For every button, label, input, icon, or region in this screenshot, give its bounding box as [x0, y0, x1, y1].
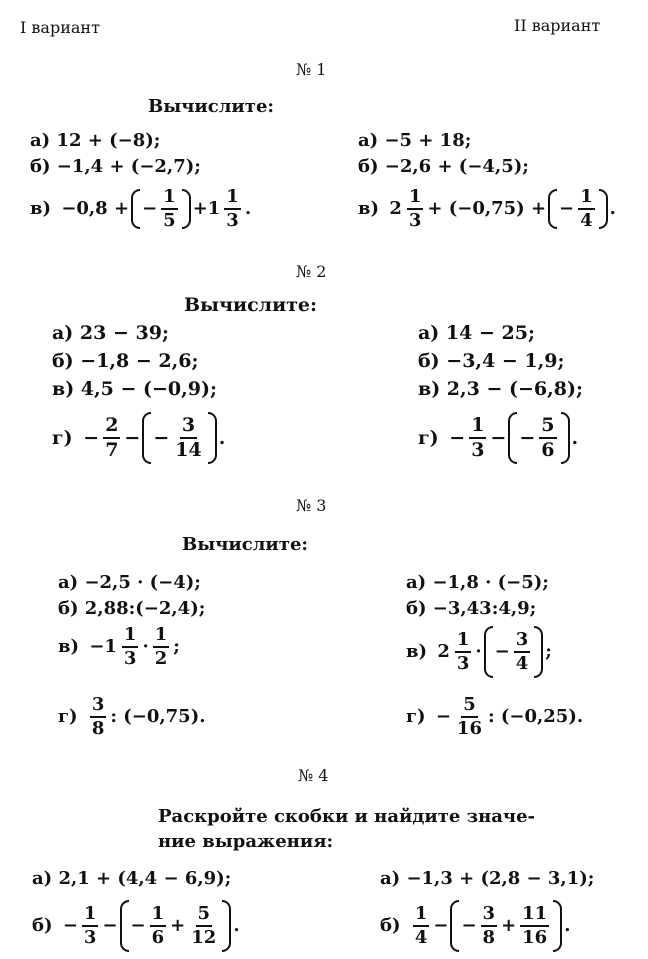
multiply-dot: ·: [475, 641, 482, 662]
fraction: $\frac{1}{4}$: [414, 903, 428, 948]
task-2-v2-item-d: [418, 412, 578, 464]
semicolon: ;: [545, 641, 552, 662]
whole-part: 2: [389, 198, 402, 219]
whole-part: −1: [89, 636, 117, 657]
minus-sign: −: [124, 427, 141, 449]
task-3-title: Вычислите:: [182, 534, 309, 555]
task-2-v2-item-c: в) 2,3 − (−6,8);: [418, 378, 583, 400]
item-label: г): [58, 706, 78, 727]
expression-text: −0,8 +: [61, 198, 130, 219]
fraction: $\frac{3}{8}$: [91, 694, 105, 739]
right-paren: [561, 412, 570, 464]
task-3-v2-item-b: б) −3,43:4,9;: [406, 598, 537, 619]
task-1-v1-item-c: [30, 188, 251, 230]
right-paren: [222, 900, 231, 952]
task-2-title: Вычислите:: [184, 294, 318, 316]
minus-sign: −: [142, 198, 158, 219]
variant-1-header: I вариант: [20, 18, 100, 37]
task-3-v1-item-d: [58, 696, 206, 738]
task-3-v2-item-c: [406, 626, 552, 678]
task-3-v1-item-c: [58, 626, 180, 668]
fraction: $\frac{1}{3}$: [123, 624, 137, 669]
expression-text: + (−0,75) +: [427, 198, 547, 219]
item-label: б): [32, 915, 53, 936]
task-4-title-line-2: ние выражения:: [158, 831, 334, 852]
minus-sign: −: [83, 427, 100, 449]
fraction: $\frac{1}{3}$: [471, 414, 485, 461]
multiply-dot: ·: [142, 636, 149, 657]
left-paren: [120, 900, 129, 952]
minus-sign: −: [519, 427, 536, 449]
item-label: в): [58, 636, 80, 657]
period: .: [244, 198, 252, 219]
period: .: [218, 427, 226, 449]
right-paren: [553, 900, 562, 952]
left-paren: [450, 900, 459, 952]
minus-sign: −: [62, 915, 78, 936]
minus-sign: −: [130, 915, 146, 936]
period: .: [233, 915, 240, 936]
item-label: г): [406, 706, 426, 727]
item-label: в): [30, 198, 52, 219]
expression-text: : (−0,25).: [487, 706, 584, 727]
expression-text: : (−0,75).: [110, 706, 206, 727]
task-3-number: № 3: [296, 496, 327, 515]
semicolon: ;: [173, 636, 180, 657]
plus-sign: +: [170, 915, 186, 936]
item-label: в): [358, 198, 380, 219]
left-paren: [484, 626, 493, 678]
fraction: $\frac{11}{16}$: [522, 903, 548, 948]
task-1-title: Вычислите:: [148, 96, 275, 117]
fraction: $\frac{1}{4}$: [580, 186, 593, 231]
right-paren: [182, 189, 191, 229]
task-4-v1-item-a: а) 2,1 + (4,4 − 6,9);: [32, 868, 232, 889]
fraction: $\frac{5}{6}$: [541, 414, 555, 461]
period: .: [571, 427, 579, 449]
left-paren: [131, 189, 140, 229]
item-label: в): [406, 641, 428, 662]
task-4-title-line-1: Раскройте скобки и найдите значе-: [158, 806, 536, 827]
minus-sign: −: [461, 915, 477, 936]
left-paren: [508, 412, 517, 464]
task-4-v2-item-a: а) −1,3 + (2,8 − 3,1);: [380, 868, 595, 889]
fraction: $\frac{1}{6}$: [151, 903, 165, 948]
fraction: $\frac{1}{2}$: [154, 624, 168, 669]
task-1-v2-item-a: а) −5 + 18;: [358, 130, 472, 151]
fraction: $\frac{2}{7}$: [105, 414, 119, 461]
minus-sign: −: [494, 641, 510, 662]
minus-sign: −: [433, 915, 449, 936]
expression-text: +1: [192, 198, 221, 219]
minus-sign: −: [435, 706, 451, 727]
task-3-v2-item-d: [406, 696, 583, 738]
fraction: $\frac{3}{14}$: [175, 414, 202, 461]
task-2-v2-item-a: а) 14 − 25;: [418, 322, 535, 344]
period: .: [564, 915, 571, 936]
task-2-number: № 2: [296, 262, 327, 281]
task-2-v1-item-a: а) 23 − 39;: [52, 322, 169, 344]
item-label: б): [380, 915, 401, 936]
task-4-v1-item-b: [32, 900, 240, 952]
whole-part: 2: [437, 641, 450, 662]
fraction: $\frac{1}{3}$: [456, 629, 470, 674]
task-1-v2-item-c: [358, 188, 616, 230]
right-paren: [208, 412, 217, 464]
task-3-v1-item-b: б) 2,88:(−2,4);: [58, 598, 206, 619]
task-4-v2-item-b: [380, 900, 571, 952]
task-1-v1-item-a: а) 12 + (−8);: [30, 130, 161, 151]
task-2-v1-item-b: б) −1,8 − 2,6;: [52, 350, 199, 372]
left-paren: [548, 189, 557, 229]
right-paren: [534, 626, 543, 678]
minus-sign: −: [490, 427, 507, 449]
fraction: $\frac{3}{4}$: [515, 629, 529, 674]
period: .: [609, 198, 616, 219]
left-paren: [142, 412, 151, 464]
minus-sign: −: [102, 915, 118, 936]
minus-sign: −: [153, 427, 170, 449]
task-4-number: № 4: [298, 766, 329, 785]
fraction: $\frac{5}{12}$: [191, 903, 217, 948]
task-1-number: № 1: [296, 60, 327, 79]
fraction: $\frac{3}{8}$: [482, 903, 496, 948]
plus-sign: +: [501, 915, 517, 936]
minus-sign: −: [449, 427, 466, 449]
task-3-v2-item-a: а) −1,8 · (−5);: [406, 572, 549, 593]
task-3-v1-item-a: а) −2,5 · (−4);: [58, 572, 201, 593]
task-2-v1-item-c: в) 4,5 − (−0,9);: [52, 378, 217, 400]
minus-sign: −: [559, 198, 575, 219]
fraction: $\frac{1}{3}$: [408, 186, 422, 231]
fraction: $\frac{1}{3}$: [226, 186, 239, 231]
task-1-v1-item-b: б) −1,4 + (−2,7);: [30, 156, 201, 177]
task-2-v1-item-d: [52, 412, 225, 464]
right-paren: [599, 189, 608, 229]
variant-2-header: II вариант: [514, 16, 601, 35]
item-label: г): [52, 427, 73, 449]
fraction: $\frac{1}{3}$: [83, 903, 97, 948]
fraction: $\frac{1}{5}$: [163, 186, 176, 231]
item-label: г): [418, 427, 439, 449]
fraction: $\frac{5}{16}$: [456, 694, 482, 739]
task-2-v2-item-b: б) −3,4 − 1,9;: [418, 350, 565, 372]
task-1-v2-item-b: б) −2,6 + (−4,5);: [358, 156, 529, 177]
